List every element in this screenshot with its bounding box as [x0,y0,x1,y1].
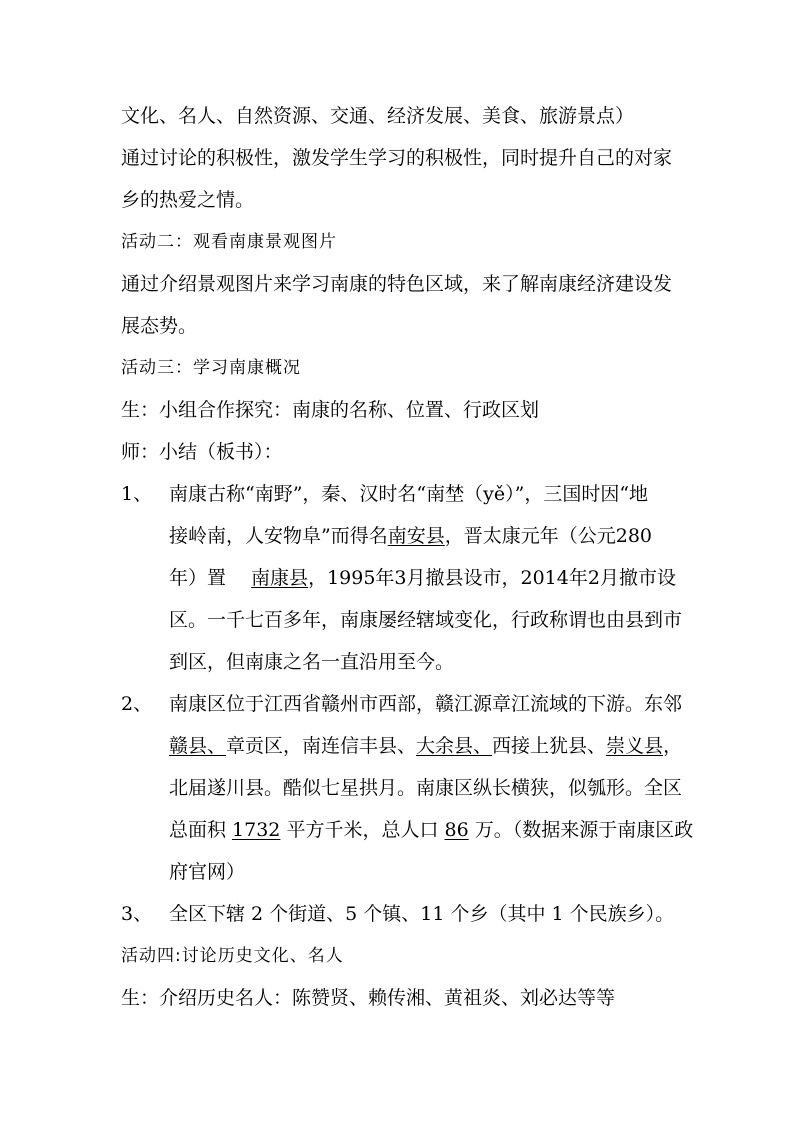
item-number-2: 2、 [121,693,153,715]
item-2-text: 平方千米，总人口 [280,819,445,841]
item-3-line-1: 全区下辖 2 个街道、5 个镇、11 个乡（其中 1 个民族乡）。 [169,903,675,925]
item-2-text: 总面积 [169,819,233,841]
intro-line-2: 通过讨论的积极性，激发学生学习的积极性，同时提升自己的对家 [121,147,673,169]
student-task: 生：小组合作探究：南康的名称、位置、行政区划 [121,399,540,421]
item-2-text: 西接上犹县、 [492,735,607,757]
item-2-line-1: 南康区位于江西省赣州市西部，赣江源章江流域的下游。东邻 [169,693,683,715]
item-1-line-5: 到区，但南康之名一直沿用至今。 [169,651,455,673]
item-2-line-4 [169,816,693,844]
dayu-county-link: 大余县、 [416,735,493,757]
item-1-line-1: 南康古称“南野”，秦、汉时名“南埜（yě）”，三国时因“地 [169,483,649,505]
population-value: 86 [444,819,469,841]
item-1-line-3 [169,564,676,592]
activity-2-line-1: 通过介绍景观图片来学习南康的特色区域，来了解南康经济建设发 [121,273,673,295]
item-2-line-3: 北届遂川县。酷似七星拱月。南康区纵长横狭，似瓠形。全区 [169,777,683,799]
item-1-text: ，1995年3月撤县设市，2014年2月撤市设 [308,567,676,589]
item-1-text: ，晋太康元年（公元280 [444,525,653,547]
activity-3-heading: 活动三：学习南康概况 [121,358,301,378]
gan-county-link: 赣县、 [169,735,227,757]
intro-line-3: 乡的热爱之情。 [121,189,255,211]
nanan-county-link: 南安县 [387,525,445,547]
item-1-line-2 [169,522,652,550]
chongyi-county-link: 崇义县 [606,735,664,757]
nankang-county-link: 南康县 [251,567,309,589]
item-1-line-4: 区。一千七百多年，南康屡经辖域变化，行政称谓也由县到市 [169,609,683,631]
activity-2-heading: 活动二：观看南康景观图片 [121,232,337,252]
item-number-3: 3、 [121,903,153,925]
activity-4-heading: 活动四:讨论历史文化、名人 [121,946,344,966]
item-2-text: 万。（数据来源于南康区政 [468,819,694,841]
item-1-text: 接岭南，人安物阜”而得名 [169,525,388,547]
area-value: 1732 [232,819,281,841]
item-2-text: 章贡区，南连信丰县、 [226,735,417,757]
historical-figures-line: 生：介绍历史名人：陈赞贤、赖传湘、黄祖炎、刘必达等等 [121,987,616,1009]
activity-2-line-2: 展态势。 [121,315,198,337]
item-1-text: 年）置 [169,567,252,589]
item-2-text: ， [663,735,683,757]
item-2-line-2 [169,732,682,760]
teacher-summary: 师：小结（板书）： [121,441,283,463]
item-number-1: 1、 [121,483,153,505]
intro-line-1: 文化、名人、自然资源、交通、经济发展、美食、旅游景点） [121,105,635,127]
item-2-line-5: 府官网） [169,861,246,883]
